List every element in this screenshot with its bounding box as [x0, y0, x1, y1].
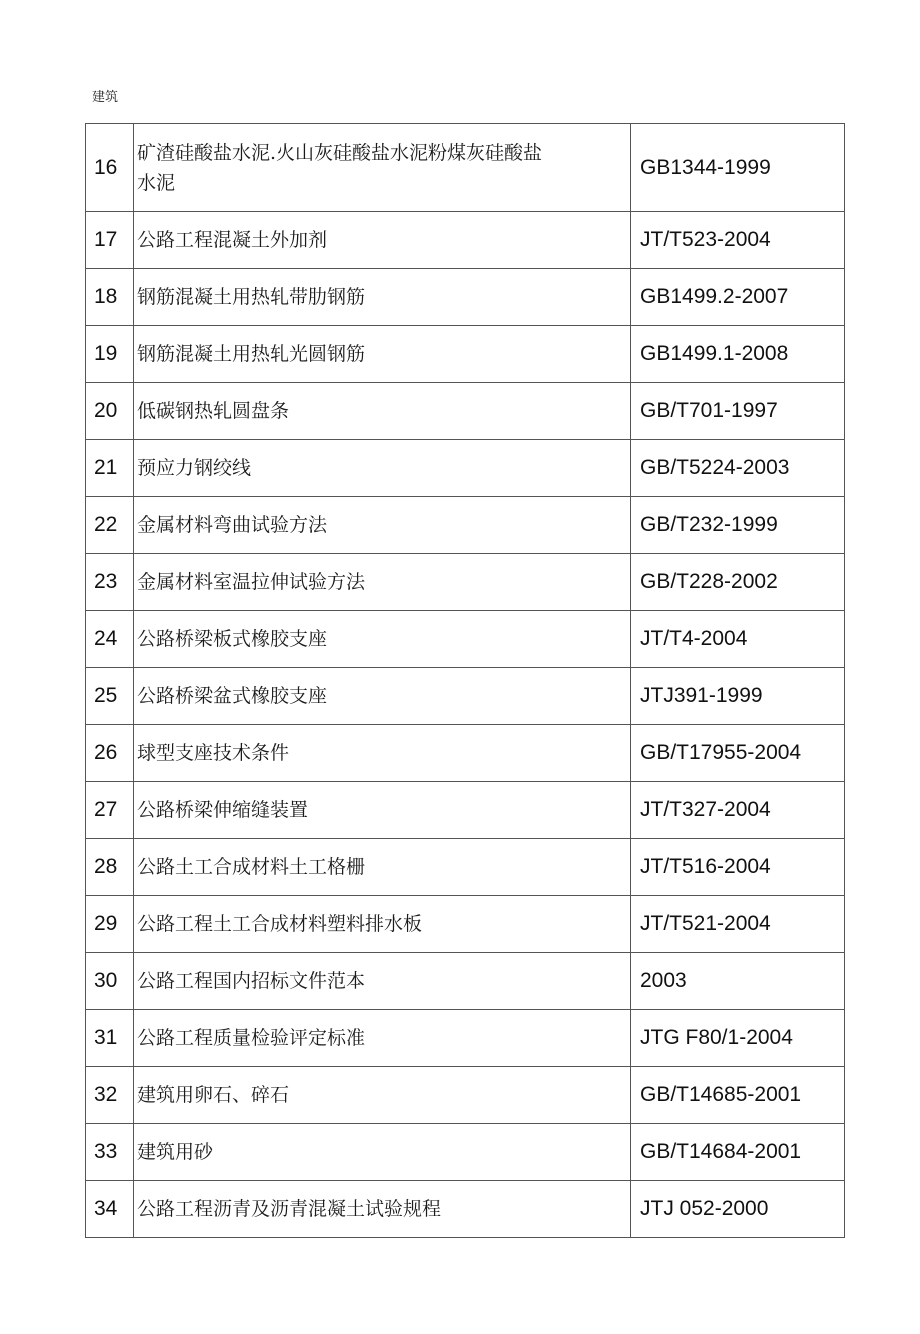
standard-code: JT/T523-2004 — [631, 212, 845, 269]
row-number: 31 — [86, 1010, 134, 1067]
standard-name: 公路工程沥青及沥青混凝土试验规程 — [134, 1181, 631, 1238]
table-row — [86, 497, 845, 554]
row-number: 18 — [86, 269, 134, 326]
row-number: 19 — [86, 326, 134, 383]
table-row — [86, 269, 845, 326]
table-row — [86, 440, 845, 497]
standard-name: 公路桥梁伸缩缝装置 — [134, 782, 631, 839]
standard-code: JT/T327-2004 — [631, 782, 845, 839]
standard-name: 金属材料弯曲试验方法 — [134, 497, 631, 554]
row-number: 24 — [86, 611, 134, 668]
standard-name: 金属材料室温拉伸试验方法 — [134, 554, 631, 611]
table-row — [86, 839, 845, 896]
standard-name: 公路土工合成材料土工格栅 — [134, 839, 631, 896]
table-row — [86, 383, 845, 440]
row-number: 30 — [86, 953, 134, 1010]
row-number: 20 — [86, 383, 134, 440]
row-number: 22 — [86, 497, 134, 554]
standard-code: GB1499.1-2008 — [631, 326, 845, 383]
row-number: 25 — [86, 668, 134, 725]
table-row — [86, 953, 845, 1010]
row-number: 33 — [86, 1124, 134, 1181]
standard-code: GB/T17955-2004 — [631, 725, 845, 782]
standard-name: 公路工程国内招标文件范本 — [134, 953, 631, 1010]
standard-name: 钢筋混凝土用热轧光圆钢筋 — [134, 326, 631, 383]
row-number: 29 — [86, 896, 134, 953]
row-number: 34 — [86, 1181, 134, 1238]
standard-code: 2003 — [631, 953, 845, 1010]
standard-name: 公路工程质量检验评定标准 — [134, 1010, 631, 1067]
row-number: 27 — [86, 782, 134, 839]
standard-code: GB/T701-1997 — [631, 383, 845, 440]
table-row — [86, 124, 845, 212]
standard-name: 公路桥梁板式橡胶支座 — [134, 611, 631, 668]
standard-code: JT/T521-2004 — [631, 896, 845, 953]
standard-name: 公路桥梁盆式橡胶支座 — [134, 668, 631, 725]
standard-name: 矿渣硅酸盐水泥.火山灰硅酸盐水泥粉煤灰硅酸盐水泥 — [137, 141, 543, 194]
standard-name: 低碳钢热轧圆盘条 — [134, 383, 631, 440]
standard-code: GB/T14684-2001 — [631, 1124, 845, 1181]
standard-name: 公路工程混凝土外加剂 — [134, 212, 631, 269]
standard-code: JT/T4-2004 — [631, 611, 845, 668]
row-number: 28 — [86, 839, 134, 896]
standard-code: GB/T14685-2001 — [631, 1067, 845, 1124]
standard-code: GB/T5224-2003 — [631, 440, 845, 497]
table-row — [86, 326, 845, 383]
standard-code: JTJ 052-2000 — [631, 1181, 845, 1238]
table-row — [86, 1067, 845, 1124]
table-row — [86, 1124, 845, 1181]
standard-code: GB1499.2-2007 — [631, 269, 845, 326]
row-number: 23 — [86, 554, 134, 611]
standard-name: 钢筋混凝土用热轧带肋钢筋 — [134, 269, 631, 326]
standard-code: JTG F80/1-2004 — [631, 1010, 845, 1067]
standard-code: JT/T516-2004 — [631, 839, 845, 896]
table-row — [86, 212, 845, 269]
standard-name: 预应力钢绞线 — [134, 440, 631, 497]
standard-code: GB1344-1999 — [631, 124, 845, 212]
row-number: 16 — [86, 124, 134, 212]
standard-code: GB/T228-2002 — [631, 554, 845, 611]
table-row — [86, 554, 845, 611]
standard-code: GB/T232-1999 — [631, 497, 845, 554]
table-row — [86, 1181, 845, 1238]
table-row — [86, 725, 845, 782]
table-row — [86, 668, 845, 725]
table-row — [86, 611, 845, 668]
table-row — [86, 896, 845, 953]
standard-name: 建筑用卵石、碎石 — [134, 1067, 631, 1124]
page-header-label: 建筑 — [92, 90, 119, 105]
table-row — [86, 782, 845, 839]
row-number: 21 — [86, 440, 134, 497]
standard-name: 公路工程土工合成材料塑料排水板 — [134, 896, 631, 953]
row-number: 26 — [86, 725, 134, 782]
standard-name: 建筑用砂 — [134, 1124, 631, 1181]
standard-code: JTJ391-1999 — [631, 668, 845, 725]
table-row — [86, 1010, 845, 1067]
standard-name: 球型支座技术条件 — [134, 725, 631, 782]
standards-table — [85, 123, 845, 1238]
row-number: 32 — [86, 1067, 134, 1124]
row-number: 17 — [86, 212, 134, 269]
